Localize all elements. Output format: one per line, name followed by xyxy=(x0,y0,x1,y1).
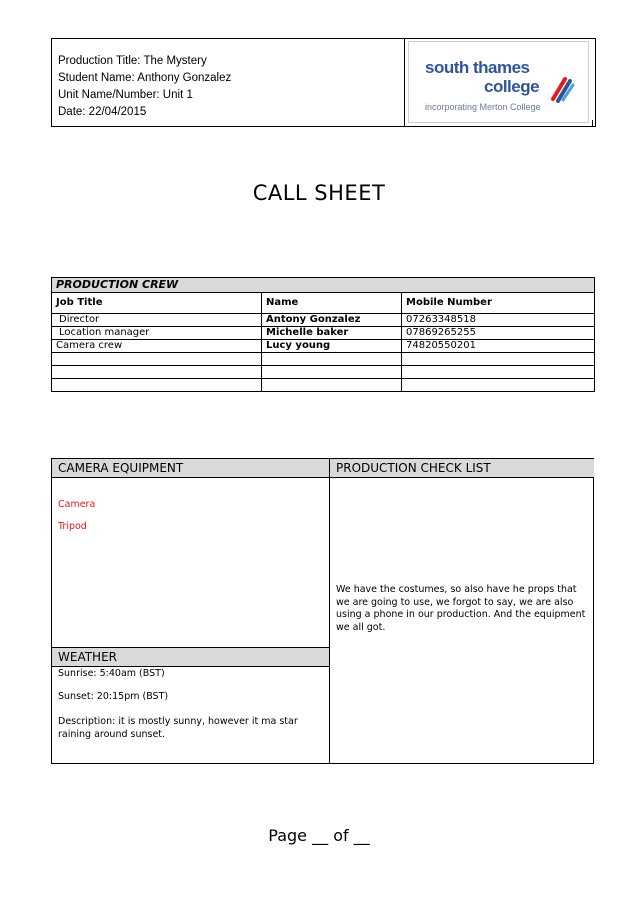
table-row xyxy=(52,353,595,366)
job-title-cell: Director xyxy=(52,314,262,327)
crew-section-header xyxy=(52,278,595,293)
logo-stripes-icon xyxy=(547,73,577,103)
mobile-cell: 74820550201 xyxy=(402,340,595,353)
grid-divider xyxy=(329,459,330,763)
header-box xyxy=(51,38,596,127)
name-cell: Michelle baker xyxy=(262,327,402,340)
weather-description: Description: it is mostly sunny, however it ma star raining around sunset. xyxy=(58,716,298,740)
logo-text-line2: college xyxy=(484,77,540,96)
name-cell xyxy=(262,379,402,392)
college-logo xyxy=(408,41,589,123)
production-crew-table xyxy=(51,277,595,392)
table-row xyxy=(52,379,595,392)
camera-equipment-heading: CAMERA EQUIPMENT xyxy=(52,459,329,478)
job-title-cell: Camera crew xyxy=(52,340,262,353)
production-info xyxy=(58,53,231,121)
mobile-cell xyxy=(402,379,595,392)
crew-column-headers xyxy=(52,293,595,314)
production-checklist-heading: PRODUCTION CHECK LIST xyxy=(330,459,594,478)
table-row xyxy=(52,366,595,379)
equipment-item: Camera xyxy=(58,499,96,510)
table-row xyxy=(52,314,595,327)
equipment-checklist-grid xyxy=(51,458,594,764)
name-cell xyxy=(262,366,402,379)
name-cell: Antony Gonzalez xyxy=(262,314,402,327)
mobile-cell: 07869265255 xyxy=(402,327,595,340)
table-row xyxy=(52,340,595,353)
date: Date: 22/04/2015 xyxy=(58,106,147,118)
job-title-cell xyxy=(52,353,262,366)
column-job-title: Job Title xyxy=(52,293,262,314)
logo-text-line1: south thames xyxy=(425,58,530,77)
page-title: CALL SHEET xyxy=(252,181,386,205)
crew-section-title: PRODUCTION CREW xyxy=(52,278,595,293)
production-title: Production Title: The Mystery xyxy=(58,55,207,67)
header-edge-mark xyxy=(592,120,597,127)
page-number-footer: Page __ of __ xyxy=(268,826,370,845)
column-mobile-number: Mobile Number xyxy=(402,293,595,314)
job-title-cell xyxy=(52,379,262,392)
mobile-cell: 07263348518 xyxy=(402,314,595,327)
checklist-text: We have the costumes, so also have he props that we are going to use, we forgot to say, we are also using a phone in our production. And the equipment we all got. xyxy=(336,584,586,633)
mobile-cell xyxy=(402,353,595,366)
equipment-item: Tripod xyxy=(58,521,87,532)
sunrise-time: Sunrise: 5:40am (BST) xyxy=(58,668,165,679)
weather-heading: WEATHER xyxy=(52,647,329,667)
logo-subtitle: incorporating Merton College xyxy=(425,102,541,112)
job-title-cell xyxy=(52,366,262,379)
table-row xyxy=(52,327,595,340)
sunset-time: Sunset: 20:15pm (BST) xyxy=(58,691,169,702)
header-divider xyxy=(404,39,405,126)
column-name: Name xyxy=(262,293,402,314)
job-title-cell: Location manager xyxy=(52,327,262,340)
name-cell: Lucy young xyxy=(262,340,402,353)
mobile-cell xyxy=(402,366,595,379)
name-cell xyxy=(262,353,402,366)
student-name: Student Name: Anthony Gonzalez xyxy=(58,72,232,84)
unit-name: Unit Name/Number: Unit 1 xyxy=(58,89,193,101)
